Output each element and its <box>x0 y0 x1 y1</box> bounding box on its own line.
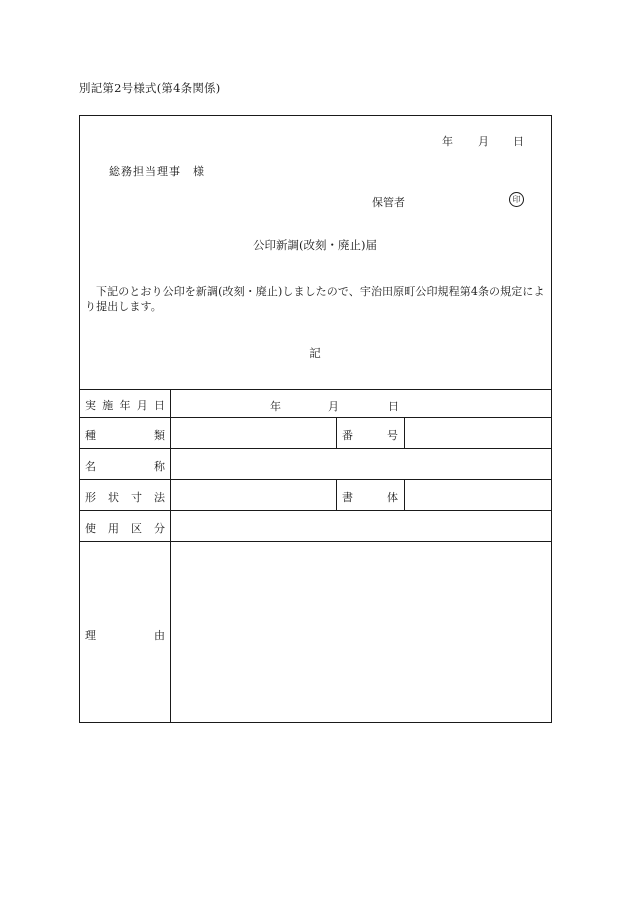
seal-icon: 印 <box>509 192 524 207</box>
impl-date-year: 年 <box>270 400 281 413</box>
custodian-label: 保管者 <box>372 196 405 209</box>
label-reason: 理 由 <box>85 629 165 642</box>
row-divider <box>79 541 552 542</box>
label-shape-size: 形 状 寸 法 <box>85 491 165 504</box>
row-divider <box>79 448 552 449</box>
form-id: 別記第2号様式(第4条関係) <box>79 81 221 95</box>
label-name: 名 称 <box>85 460 165 473</box>
label-typeface: 書 体 <box>342 491 398 504</box>
document-title: 公印新調(改刻・廃止)届 <box>253 238 377 252</box>
date-year: 年 <box>442 135 453 148</box>
label-usage: 使 用 区 分 <box>85 522 165 535</box>
label-column-divider <box>170 389 171 723</box>
label-number: 番 号 <box>342 429 398 442</box>
impl-date-month: 月 <box>328 400 339 413</box>
column-divider <box>404 479 405 510</box>
row-divider <box>79 479 552 480</box>
column-divider <box>336 479 337 510</box>
column-divider <box>404 417 405 448</box>
label-type: 種 類 <box>85 429 165 442</box>
document-body: 下記のとおり公印を新調(改刻・廃止)しましたので、宇治田原町公印規程第4条の規定により提出します。 <box>85 285 545 313</box>
table-top-border <box>79 389 552 390</box>
row-divider <box>79 417 552 418</box>
date-month: 月 <box>478 135 489 148</box>
date-day: 日 <box>513 135 524 148</box>
addressee: 総務担当理事 様 <box>109 165 205 178</box>
column-divider <box>336 417 337 448</box>
row-divider <box>79 510 552 511</box>
label-implementation-date: 実 施 年 月 日 <box>85 399 165 412</box>
impl-date-day: 日 <box>388 400 399 413</box>
ki-heading: 記 <box>309 346 321 360</box>
